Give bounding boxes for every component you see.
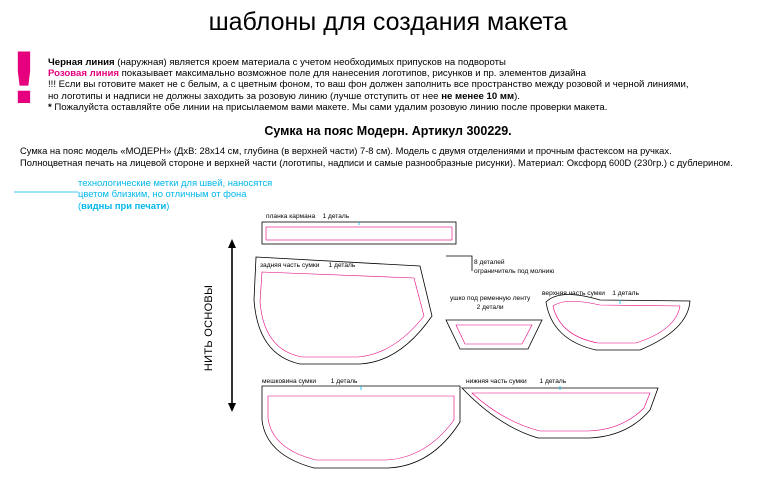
- label-bottom-part: нижняя часть сумки 1 деталь: [466, 378, 567, 385]
- pattern-back-part: [254, 257, 432, 364]
- label-limiter: 8 деталей ограничитель под молнию: [474, 259, 555, 275]
- note-text: ).: [514, 90, 520, 102]
- page-title: шаблоны для создания макета: [208, 8, 568, 36]
- pink-line-term: Розовая линия: [48, 68, 119, 80]
- product-title: Сумка на пояс Модерн. Артикул 300229.: [264, 124, 512, 138]
- note-emphasis: не менее 10 мм: [441, 90, 515, 102]
- note-text: Пожалуйста оставляйте обе линии на присылаемом вами макете. Мы сами удалим розовую линию после проверки макета.: [51, 101, 608, 113]
- pattern-bottom-part: [462, 386, 658, 438]
- asterisk: *: [48, 101, 52, 113]
- black-line-term: Черная линия: [48, 57, 115, 68]
- grain-arrow: [228, 239, 236, 412]
- paren: (: [78, 199, 82, 211]
- label-pocket-strip: планка кармана 1 деталь: [266, 213, 350, 220]
- note-text: показывает максимально возможное поле для нанесения логотипов, рисунков и пр. элементов дизайна: [118, 68, 587, 80]
- note-text: но логотипы и надписи не должны заходить за розовую линию (лучше отступить от нее: [48, 90, 442, 102]
- pattern-bag-sack: [262, 386, 460, 468]
- label-belt-loop: ушко под ременную ленту 2 детали: [450, 295, 531, 311]
- grain-direction-label: НИТЬ ОСНОВЫ: [203, 284, 216, 372]
- label-top-part: верхняя часть сумки 1 деталь: [542, 290, 639, 297]
- tech-note-bold: видны при печати: [81, 199, 167, 211]
- pattern-belt-loop: [446, 320, 542, 349]
- pattern-top-part: [546, 294, 690, 350]
- pattern-limiter: [446, 256, 472, 271]
- paren: ): [166, 199, 170, 211]
- exclamation-mark: !: [8, 38, 40, 120]
- tech-note-line-1: технологические метки для швей, наносятся: [78, 177, 273, 188]
- description-line-1: Сумка на пояс модель «МОДЕРН» (ДхВ: 28х14 см, глубина (в верхней части) 7-8 см). Модель с двумя отделениями и прочным фастексом на ручках.: [20, 145, 672, 156]
- label-bag-sack: мешковина сумки 1 деталь: [262, 378, 358, 385]
- description-line-2: Полноцветная печать на лицевой стороне и верхней части (логотипы, надписи и самые разнообразные рисунки). Материал: Оксфорд 600D (230гр.) с дублерином.: [20, 156, 733, 168]
- note-line-3: !!! Если вы готовите макет не с белым, а с цветным фоном, то ваш фон должен заполнить все пространство между розовой и черной линиями,: [48, 79, 689, 91]
- note-text: (наружная) является кроем материала с учетом необходимых припусков на подвороты: [114, 57, 506, 68]
- tech-note-line-2: цветом близким, но отличным от фона: [78, 188, 247, 200]
- pattern-pocket-strip: [262, 222, 456, 244]
- label-back-part: задняя часть сумки 1 деталь: [260, 262, 356, 269]
